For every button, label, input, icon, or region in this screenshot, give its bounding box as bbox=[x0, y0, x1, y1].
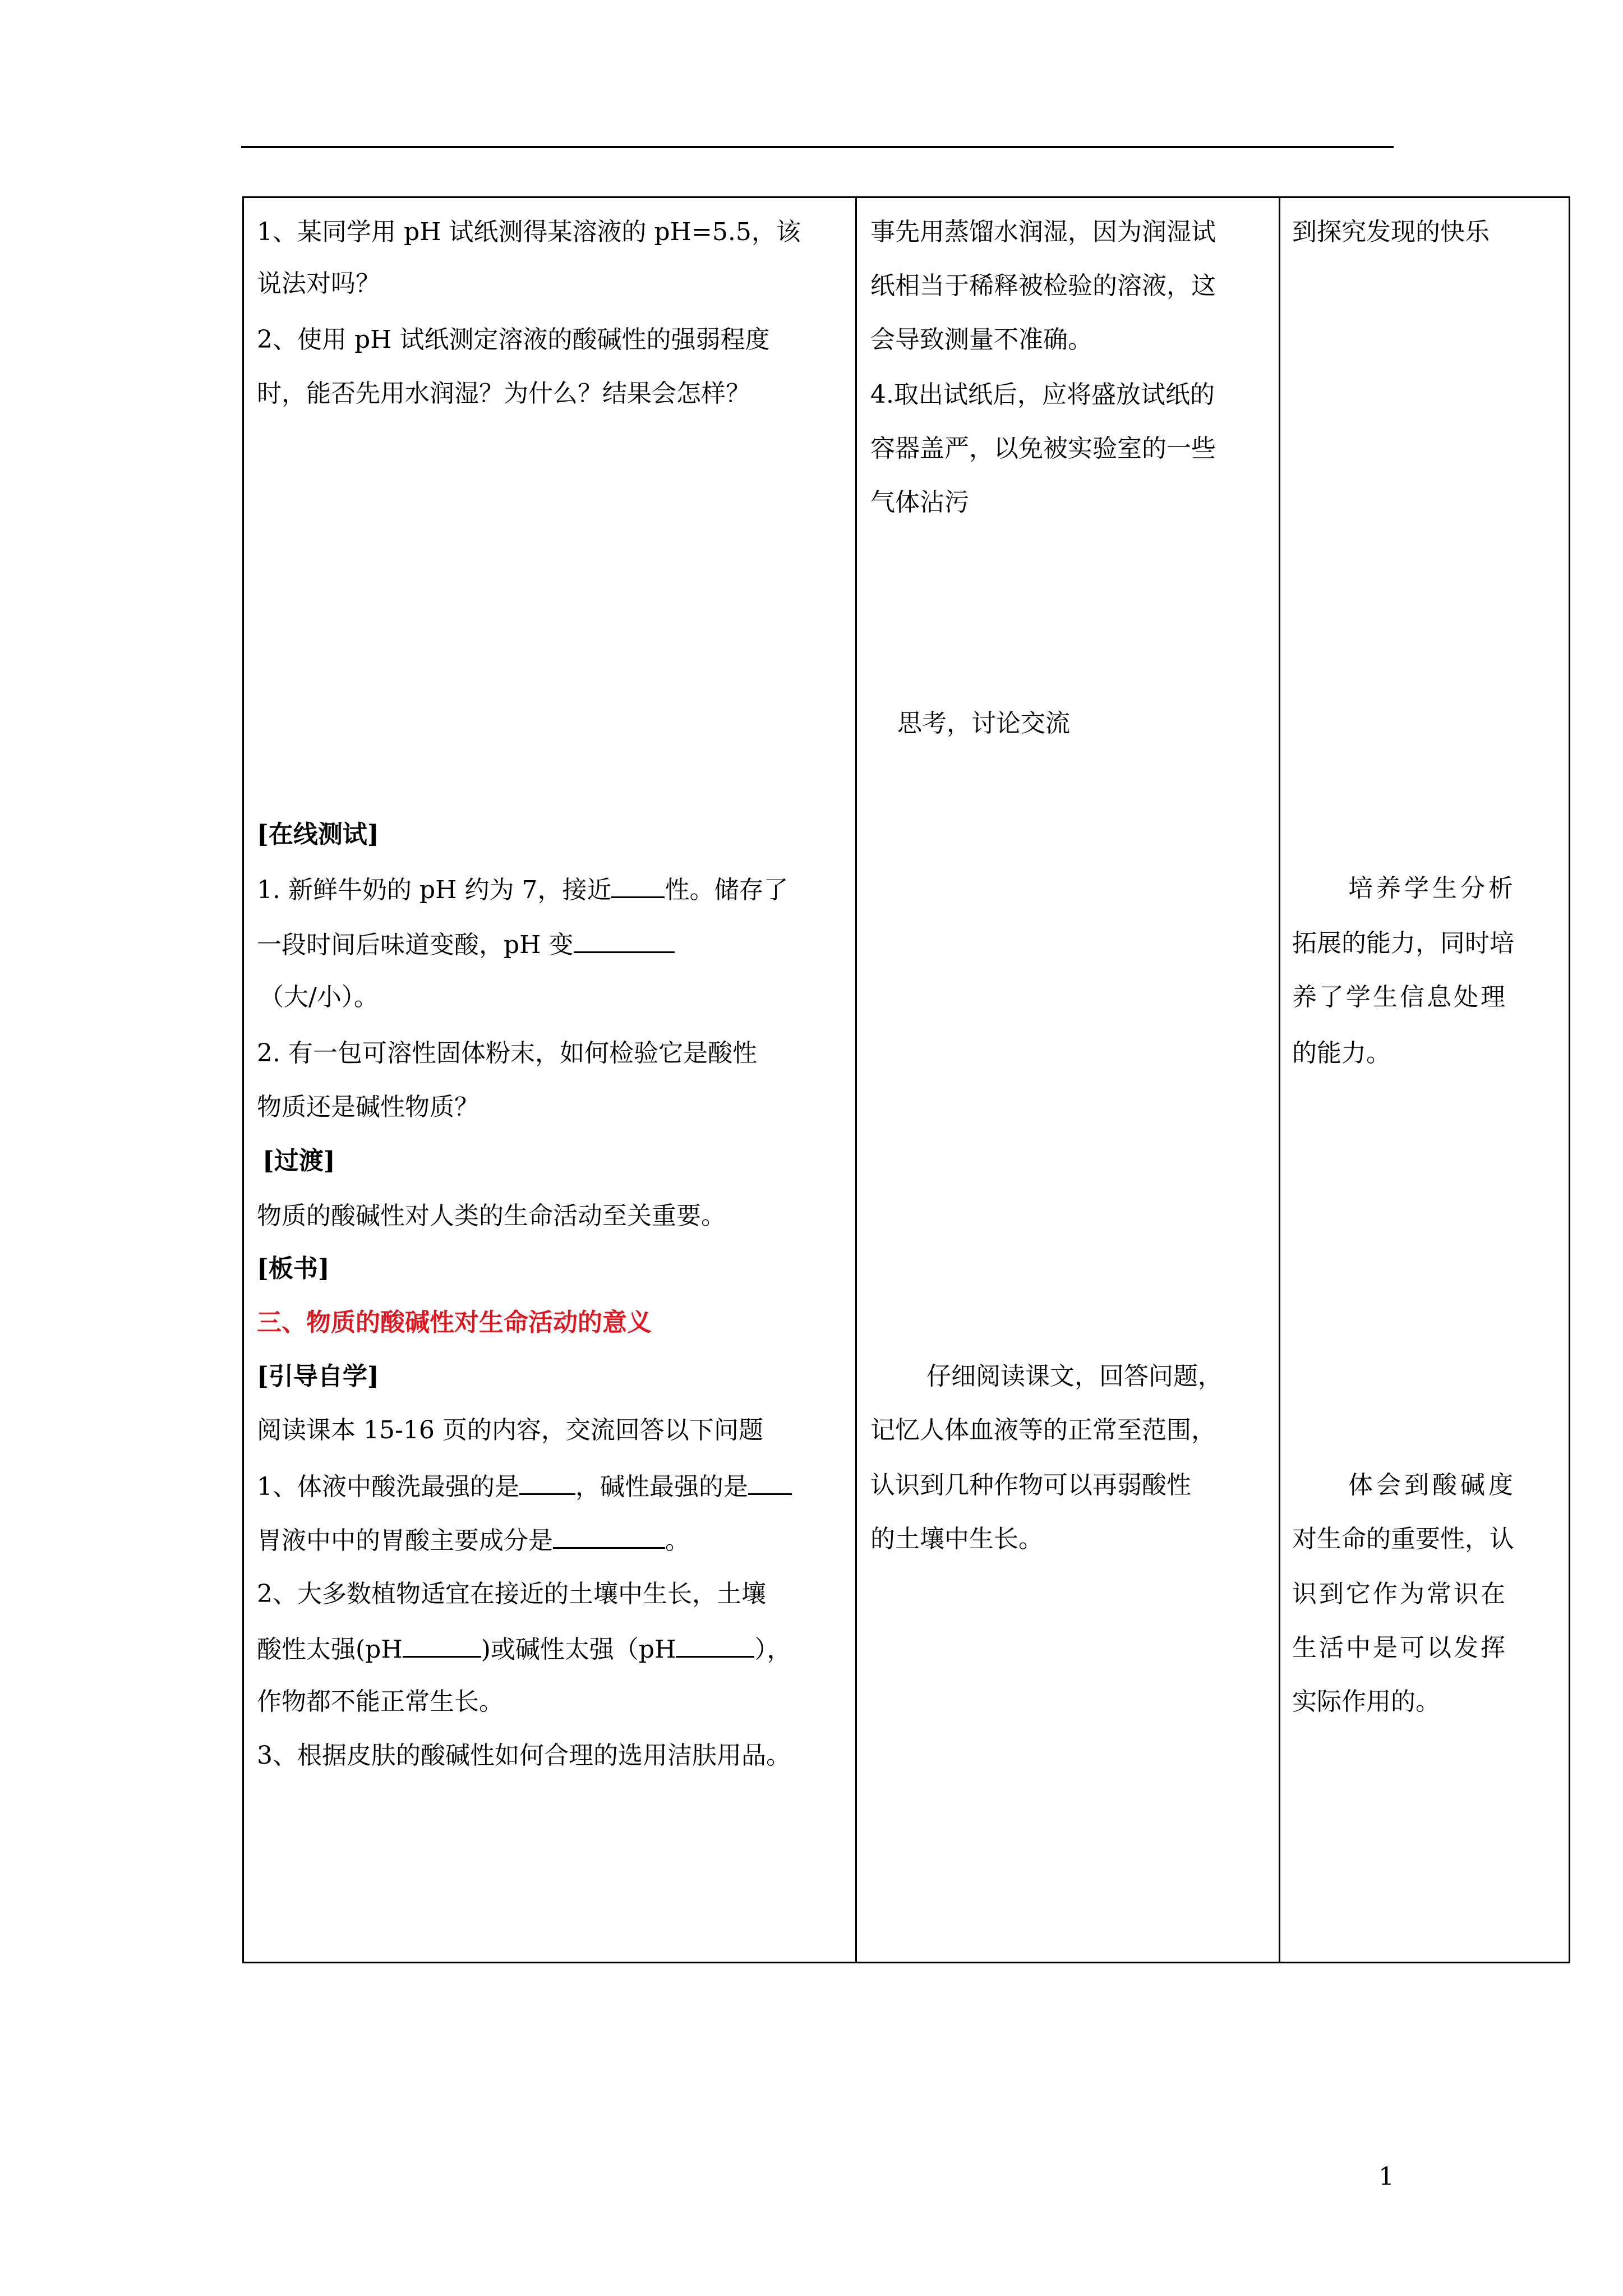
guide-q2-line-2 bbox=[257, 1634, 791, 1664]
transition-text: 物质的酸碱性对人类的生命活动至关重要。 bbox=[257, 1202, 726, 1230]
right-note-3-line-4: 生活中是可以发挥 bbox=[1292, 1634, 1507, 1662]
test-1-text-c: 一段时间后味道变酸，pH 变 bbox=[257, 931, 574, 959]
guide-q3-line-1: 3、根据皮肤的酸碱性如何合理的选用洁肤用品。 bbox=[257, 1741, 791, 1770]
mid-note-1-line-2: 纸相当于稀释被检验的溶液，这 bbox=[870, 272, 1216, 300]
guide-q2-blank-1 bbox=[403, 1634, 481, 1658]
right-note-2-line-2: 拓展的能力，同时培 bbox=[1292, 929, 1514, 958]
read-note-line-4: 的土壤中生长。 bbox=[870, 1525, 1043, 1553]
guide-q2-text-c: ）， bbox=[754, 1635, 792, 1664]
test-2-line-1: 2. 有一包可溶性固体粉末，如何检验它是酸性 bbox=[257, 1039, 757, 1068]
question-1-line-2: 说法对吗？ bbox=[257, 269, 380, 298]
guide-title: [引导自学] bbox=[257, 1362, 379, 1391]
mid-note-2-line-3: 气体沾污 bbox=[870, 488, 969, 517]
guide-q1-line-1 bbox=[257, 1471, 792, 1502]
read-note-line-3: 认识到几种作物可以再弱酸性 bbox=[870, 1471, 1191, 1499]
guide-q1-blank-3 bbox=[553, 1525, 665, 1549]
guide-q1-text-c: 胃液中中的胃酸主要成分是 bbox=[257, 1526, 553, 1555]
read-note-line-1: 仔细阅读课文，回答问题， bbox=[926, 1362, 1223, 1391]
column-divider-2 bbox=[1279, 198, 1280, 1962]
test-1-line-1 bbox=[257, 874, 788, 905]
question-1-line-1: 1、某同学用 pH 试纸测得某溶液的 pH=5.5，该 bbox=[257, 218, 801, 246]
guide-q1-line-2 bbox=[257, 1525, 690, 1556]
read-note-line-2: 记忆人体血液等的正常至范围， bbox=[870, 1416, 1216, 1444]
guide-q1-text-b: ，碱性最强的是 bbox=[575, 1473, 748, 1501]
test-1-line-3: （大/小）。 bbox=[259, 983, 379, 1011]
guide-q1-text-d: 。 bbox=[665, 1526, 690, 1555]
guide-q1-blank-1 bbox=[519, 1471, 575, 1495]
right-note-3-line-1: 体会到酸碱度 bbox=[1348, 1471, 1516, 1499]
column-divider-1 bbox=[855, 198, 857, 1962]
page-number: 1 bbox=[1378, 2162, 1394, 2191]
guide-q2-text-b: )或碱性太强（pH bbox=[481, 1635, 676, 1664]
mid-note-1-line-1: 事先用蒸馏水润湿，因为润湿试 bbox=[870, 218, 1216, 246]
right-note-2-line-4: 的能力。 bbox=[1292, 1039, 1391, 1068]
mid-note-2-line-1: 4.取出试纸后，应将盛放试纸的 bbox=[870, 380, 1215, 409]
board-title: [板书] bbox=[257, 1254, 330, 1283]
right-note-3-line-5: 实际作用的。 bbox=[1292, 1687, 1440, 1716]
right-note-2-line-1: 培养学生分析 bbox=[1348, 874, 1516, 903]
guide-text: 阅读课本 15-16 页的内容，交流回答以下问题 bbox=[257, 1416, 763, 1444]
guide-q2-text-a: 酸性太强(pH bbox=[257, 1635, 403, 1664]
header-rule bbox=[241, 146, 1394, 148]
test-1-blank-1 bbox=[611, 874, 665, 898]
question-2-line-2: 时，能否先用水润湿？为什么？结果会怎样？ bbox=[257, 379, 750, 408]
guide-q2-line-1: 2、大多数植物适宜在接近的土壤中生长，土壤 bbox=[257, 1580, 766, 1608]
online-test-title: [在线测试] bbox=[257, 820, 379, 849]
test-1-text-a: 1. 新鲜牛奶的 pH 约为 7，接近 bbox=[257, 876, 612, 904]
guide-q1-blank-2 bbox=[748, 1471, 792, 1495]
think-discuss-text: 思考，讨论交流 bbox=[897, 709, 1070, 738]
test-1-blank-2 bbox=[574, 929, 675, 953]
mid-note-1-line-3: 会导致测量不准确。 bbox=[870, 325, 1092, 354]
question-2-line-1: 2、使用 pH 试纸测定溶液的酸碱性的强弱程度 bbox=[257, 325, 770, 354]
guide-q1-text-a: 1、体液中酸洗最强的是 bbox=[257, 1473, 519, 1501]
test-1-line-2 bbox=[257, 929, 675, 960]
guide-q2-line-3: 作物都不能正常生长。 bbox=[257, 1687, 504, 1716]
right-note-3-line-2: 对生命的重要性，认 bbox=[1292, 1525, 1514, 1553]
mid-note-2-line-2: 容器盖严，以免被实验室的一些 bbox=[870, 434, 1216, 463]
test-2-line-2: 物质还是碱性物质？ bbox=[257, 1093, 479, 1121]
right-note-1: 到探究发现的快乐 bbox=[1292, 218, 1490, 246]
test-1-text-b: 性。储存了 bbox=[665, 876, 789, 904]
transition-title: [过渡] bbox=[262, 1147, 335, 1175]
guide-q2-blank-2 bbox=[676, 1634, 754, 1658]
right-note-3-line-3: 识到它作为常识在 bbox=[1292, 1580, 1507, 1608]
right-note-2-line-3: 养了学生信息处理 bbox=[1292, 983, 1507, 1011]
section-heading: 三、物质的酸碱性对生命活动的意义 bbox=[257, 1308, 652, 1337]
